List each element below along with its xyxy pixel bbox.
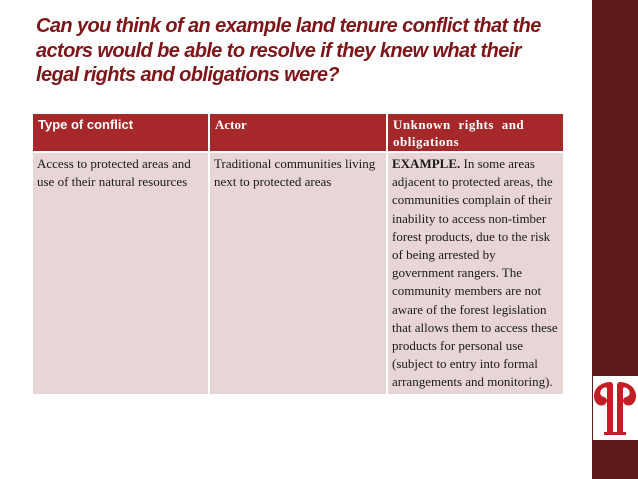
example-text: In some areas adjacent to protected areas, the communities complain of their inability to access non-timber forest products, due to the risk of being arrested by government rangers. The community members are not aware of the forest legislation that allows them to access these products for personal use (subject to entry into formal arrangements and monitoring). <box>392 156 558 390</box>
slide-title: Can you think of an example land tenure conflict that the actors would be able to resolve if they knew what their legal rights and obligations were? <box>36 15 541 86</box>
example-label: EXAMPLE. <box>392 156 461 171</box>
cell-type-of-conflict: Access to protected areas and use of their natural resources <box>33 152 209 394</box>
header-type-of-conflict: Type of conflict <box>33 114 209 152</box>
cell-unknown-rights <box>387 152 563 394</box>
header-actor: Actor <box>209 114 387 152</box>
conflict-table <box>33 114 563 394</box>
table-row <box>33 152 563 394</box>
header-row <box>33 114 563 152</box>
table-header <box>33 114 563 152</box>
pi-logo-icon <box>589 376 638 440</box>
cell-actor: Traditional communities living next to protected areas <box>209 152 387 394</box>
header-unknown-rights: Unknown rights and obligations <box>387 114 563 152</box>
